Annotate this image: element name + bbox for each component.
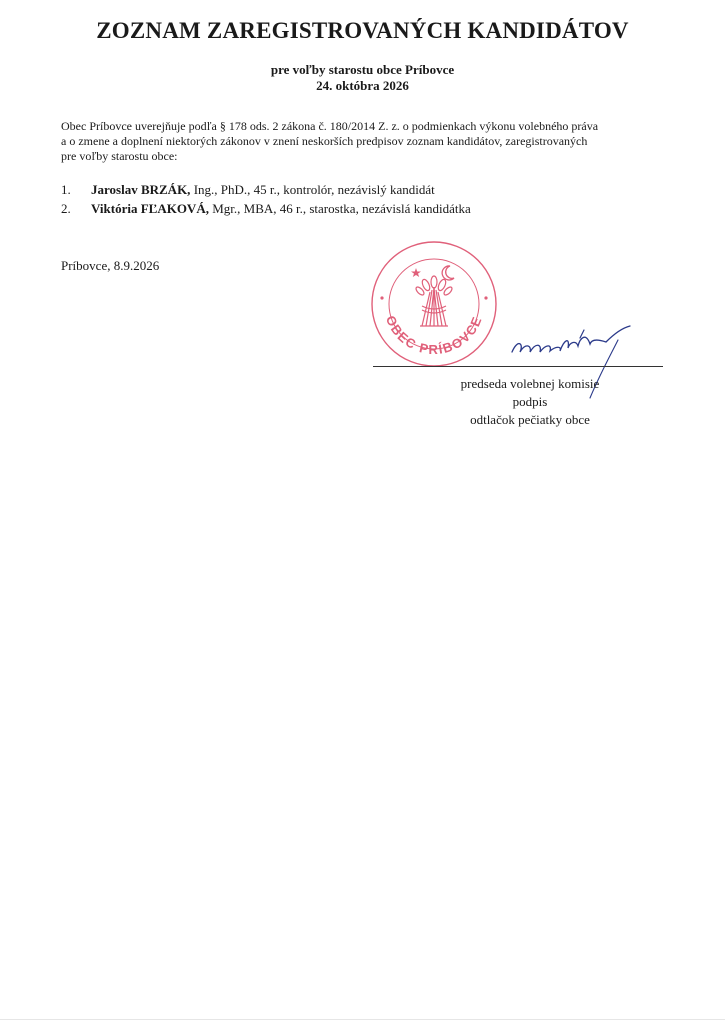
candidate-number: 1. xyxy=(61,182,71,197)
document-subtitle xyxy=(0,62,725,94)
document-title: ZOZNAM ZAREGISTROVANÝCH KANDIDÁTOV xyxy=(96,18,629,43)
crescent-moon-icon xyxy=(442,266,454,280)
candidate-details: Ing., PhD., 45 r., kontrolór, nezávislý kandidát xyxy=(190,182,435,197)
star-icon xyxy=(411,268,421,277)
candidate-name: Viktória FĽAKOVÁ, xyxy=(91,201,209,216)
stamp-dot xyxy=(484,296,487,299)
candidate-item xyxy=(61,180,681,199)
stamp-dot xyxy=(380,296,383,299)
signature-caption: podpis xyxy=(512,394,548,409)
candidate-name: Jaroslav BRZÁK, xyxy=(91,182,191,197)
intro-paragraph xyxy=(61,119,661,164)
stamp-text: OBEC PRÍBOVCE xyxy=(382,313,486,357)
candidate-details: Mgr., MBA, 46 r., starostka, nezávislá kandidátka xyxy=(208,201,471,216)
candidate-list xyxy=(61,180,681,218)
signature-line xyxy=(373,366,663,367)
municipal-stamp xyxy=(370,240,498,368)
signatory-role: predseda volebnej komisie xyxy=(460,376,600,391)
election-date: 24. októbra 2026 xyxy=(316,78,409,93)
page-bottom-edge xyxy=(0,1019,725,1020)
intro-line: Obec Príbovce uverejňuje podľa § 178 ods. 2 zákona č. 180/2014 Z. z. o podmienkach výkonu volebného práva xyxy=(61,119,599,133)
candidate-number: 2. xyxy=(61,201,71,216)
stamp-caption: odtlačok pečiatky obce xyxy=(470,412,590,427)
intro-line: a o zmene a doplnení niektorých zákonov v znení neskorších predpisov zoznam kandidátov, zaregistrovaných xyxy=(61,134,588,148)
wheat-sheaf-icon xyxy=(415,276,454,326)
signature-block xyxy=(440,375,620,429)
candidate-item xyxy=(61,199,681,218)
intro-line: pre voľby starostu obce: xyxy=(61,149,178,163)
place-and-date: Príbovce, 8.9.2026 xyxy=(61,258,160,273)
election-name: pre voľby starostu obce Príbovce xyxy=(270,62,455,77)
